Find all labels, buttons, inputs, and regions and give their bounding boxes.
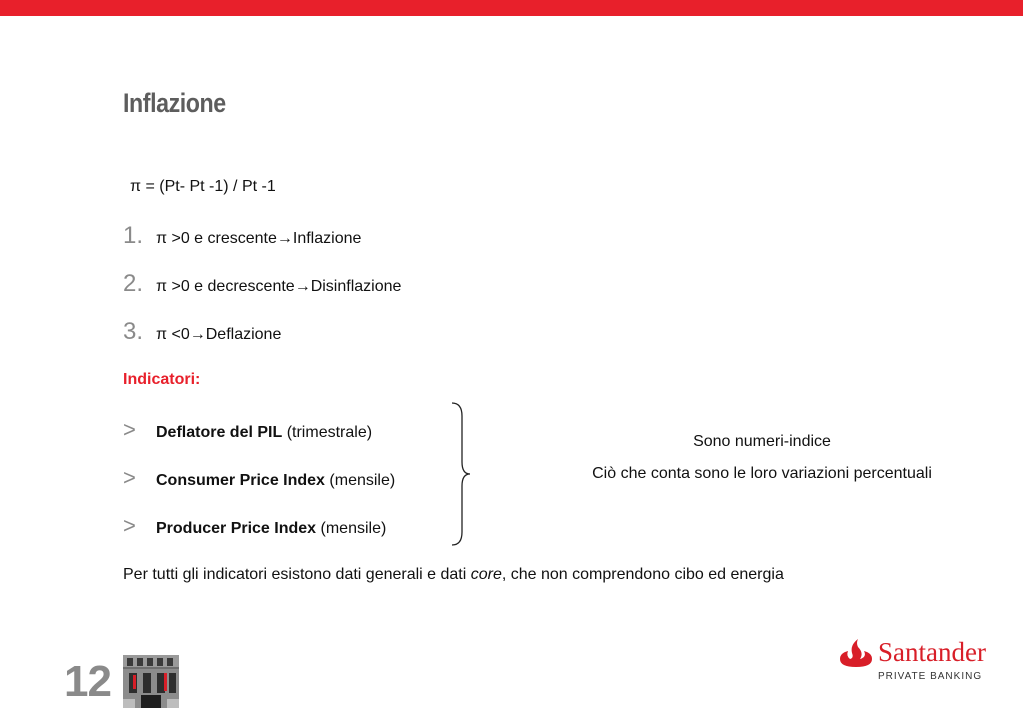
item-text: π <0 [156, 326, 190, 343]
indicator-item-2 [123, 465, 395, 491]
indicator-name: Consumer Price Index [156, 472, 325, 489]
building-thumbnail [123, 655, 179, 708]
arrow-right-icon: → [276, 230, 293, 247]
santander-logo [838, 637, 998, 687]
footer-text-part: , che non comprendono cibo ed energia [501, 566, 784, 583]
indicators-heading: Indicatori: [123, 371, 201, 388]
item-result: Disinflazione [310, 278, 402, 295]
numbered-item-3 [123, 318, 281, 346]
footer-italic-word: core [470, 566, 502, 583]
numbered-item-2 [123, 270, 401, 298]
indicator-item-1 [123, 417, 372, 443]
top-accent-bar [0, 0, 1023, 16]
item-text: π >0 e decrescente [156, 278, 295, 295]
indicator-frequency: (mensile) [320, 520, 387, 537]
footer-sentence [123, 566, 784, 584]
brand-name: Santander [878, 637, 986, 667]
indicator-item-3 [123, 513, 386, 539]
brand-subtitle: PRIVATE BANKING [878, 671, 983, 682]
indicator-name: Producer Price Index [156, 520, 317, 537]
note-line-1: Sono numeri-indice [693, 433, 831, 450]
bullet-icon: > [123, 417, 136, 442]
numbered-item-1 [123, 222, 361, 250]
footer-text-part: Per tutti gli indicatori esistono dati generali e dati [123, 566, 471, 583]
indicator-frequency: (trimestrale) [286, 424, 373, 441]
inflation-formula: π = (Pt- Pt -1) / Pt -1 [130, 178, 276, 195]
right-brace-icon [450, 400, 474, 548]
slide-title: Inflazione [123, 88, 226, 118]
indicator-name: Deflatore del PIL [156, 424, 283, 441]
item-result: Inflazione [292, 230, 362, 247]
item-result: Deflazione [205, 326, 282, 343]
item-text: π >0 e crescente [156, 230, 277, 247]
bullet-icon: > [123, 513, 136, 538]
item-number: 2. [123, 270, 144, 297]
indicator-frequency: (mensile) [329, 472, 396, 489]
arrow-right-icon: → [189, 326, 206, 343]
note-line-2: Ciò che conta sono le loro variazioni percentuali [592, 465, 932, 482]
item-number: 3. [123, 318, 144, 345]
page-number: 12 [64, 657, 111, 706]
flame-icon [838, 639, 874, 669]
bullet-icon: > [123, 465, 136, 490]
arrow-right-icon: → [294, 278, 311, 295]
item-number: 1. [123, 222, 144, 249]
